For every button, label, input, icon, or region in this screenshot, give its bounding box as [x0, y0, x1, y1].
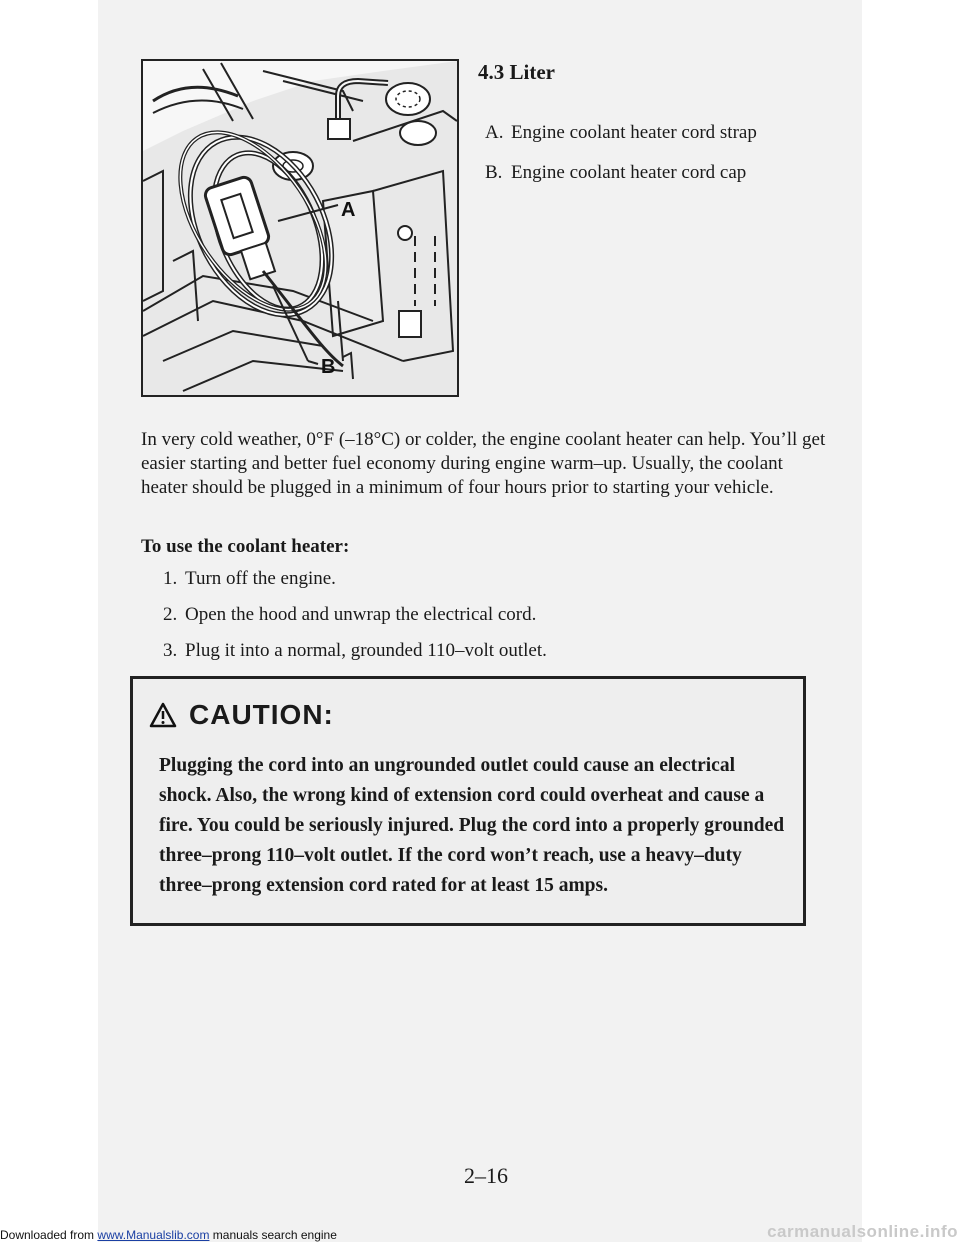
legend-text: Engine coolant heater cord cap [511, 162, 747, 183]
footer-prefix: Downloaded from [0, 1228, 95, 1242]
callout-a-label: A [341, 199, 356, 221]
download-footer [0, 1228, 337, 1242]
step-text: Open the hood and unwrap the electrical cord. [185, 604, 537, 625]
figure-title: 4.3 Liter [478, 60, 555, 84]
footer-suffix: manuals search engine [212, 1228, 337, 1242]
engine-diagram [143, 61, 457, 395]
intro-paragraph: In very cold weather, 0°F (–18°C) or colder, the engine coolant heater can help. You’ll get easier starting and better fuel economy during engine warm–up. Usually, the coolant heater should be plugged in a minimum of four hours prior to starting your vehicle. [141, 429, 826, 498]
steps-list [163, 568, 547, 676]
page-number: 2–16 [464, 1163, 508, 1188]
step-item [163, 568, 547, 590]
caution-text: Plugging the cord into an ungrounded outlet could cause an electrical shock. Also, the wrong kind of extension cord could overheat and cause a fire. You could be seriously injured. Plug the cord into a properly grounded three–prong 110–volt outlet. If the cord won’t reach, use a heavy–duty three–prong extension cord rated for at least 15 amps. [159, 755, 785, 896]
figure-legend [485, 122, 757, 202]
legend-letter: B. [485, 162, 503, 183]
callout-b-label: B [321, 356, 336, 378]
legend-text: Engine coolant heater cord strap [511, 122, 757, 143]
caution-heading-text: CAUTION: [189, 699, 334, 730]
step-number: 3. [163, 640, 178, 661]
engine-heater-illustration [141, 59, 459, 397]
site-watermark: carmanualsonline.info [767, 1222, 958, 1241]
step-text: Plug it into a normal, grounded 110–volt outlet. [185, 640, 547, 661]
step-item [163, 604, 547, 626]
step-text: Turn off the engine. [185, 568, 336, 589]
step-item [163, 640, 547, 662]
manualslib-link[interactable]: www.Manualslib.com [97, 1228, 210, 1242]
caution-box [130, 676, 806, 926]
legend-letter: A. [485, 122, 504, 143]
caution-heading [149, 699, 334, 731]
legend-item [485, 122, 757, 144]
step-number: 1. [163, 568, 178, 589]
step-number: 2. [163, 604, 178, 625]
warning-triangle-icon [149, 702, 177, 728]
section-subheading: To use the coolant heater: [141, 536, 350, 557]
legend-item [485, 162, 757, 184]
